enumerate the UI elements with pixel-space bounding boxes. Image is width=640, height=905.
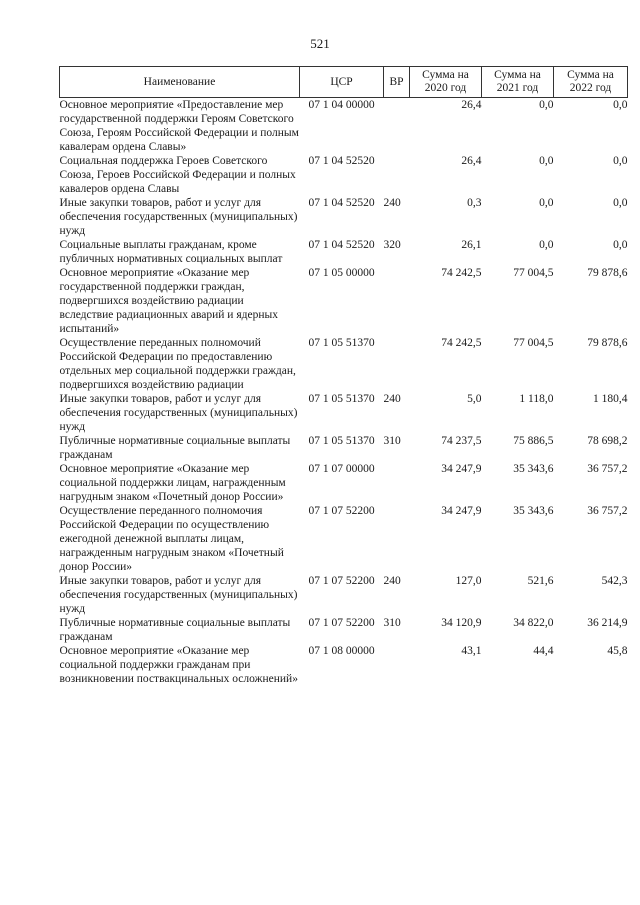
row-2022-cell: 0,0 [613,239,628,251]
row-name-cell: Иные закупки товаров, работ и услуг для обеспечения государственных (муниципальных) нужд [59,575,298,615]
row-2021-cell: 77 004,5 [513,337,554,349]
row-name-cell: Иные закупки товаров, работ и услуг для обеспечения государственных (муниципальных) нужд [59,393,298,433]
row-name-cell: Основное мероприятие «Предоставление мер государственной поддержки Героям Советского Союза, Героям Российской Федерации и полным кавалерам ордена Славы» [59,99,299,153]
row-2022-cell: 0,0 [613,99,628,111]
row-2020-cell: 74 242,5 [441,337,482,349]
row-csr-cell: 07 1 04 52520 [308,155,375,167]
row-2020-cell: 34 247,9 [441,463,482,475]
row-2020-cell: 5,0 [467,393,482,405]
row-2020-cell: 26,1 [461,239,482,251]
table-row [60,644,628,686]
header-vr: ВР [384,67,410,98]
table-row [60,336,628,392]
table-row [60,266,628,336]
row-2021-cell: 0,0 [539,197,554,209]
row-name-cell: Иные закупки товаров, работ и услуг для обеспечения государственных (муниципальных) нужд [59,197,298,237]
row-2022-cell: 79 878,6 [587,267,628,279]
header-2022: Сумма на 2022 год [554,67,628,98]
table-header-row [60,67,628,98]
row-vr-cell: 240 [383,393,401,405]
row-csr-cell: 07 1 05 51370 [308,337,375,349]
row-2021-cell: 35 343,6 [513,463,554,475]
row-name-cell: Основное мероприятие «Оказание мер социальной поддержки гражданам при возникновении поствакцинальных осложнений» [59,645,298,685]
row-vr-cell [384,644,410,686]
row-2021-cell: 77 004,5 [513,267,554,279]
row-2022-cell: 0,0 [613,197,628,209]
table-row [60,392,628,434]
row-2021-cell: 35 343,6 [513,505,554,517]
row-2022-cell: 36 757,2 [587,505,628,517]
row-vr-cell [384,266,410,336]
row-2020-cell: 43,1 [461,645,482,657]
row-2021-cell: 0,0 [539,155,554,167]
row-csr-cell: 07 1 07 52200 [308,575,375,587]
row-2022-cell: 36 214,9 [587,617,628,629]
row-csr-cell: 07 1 07 00000 [308,463,375,475]
row-csr-cell: 07 1 04 00000 [308,99,375,111]
row-2021-cell: 34 822,0 [513,617,554,629]
budget-table [59,66,628,686]
row-name-cell: Публичные нормативные социальные выплаты гражданам [59,435,291,461]
row-name-cell: Социальные выплаты гражданам, кроме публичных нормативных социальных выплат [59,239,283,265]
table-row [60,574,628,616]
table-row [60,616,628,644]
row-2022-cell: 36 757,2 [587,463,628,475]
row-2021-cell: 521,6 [527,575,554,587]
row-2020-cell: 34 120,9 [441,617,482,629]
row-vr-cell [384,504,410,574]
row-2021-cell: 0,0 [539,239,554,251]
row-2022-cell: 1 180,4 [593,393,628,405]
row-2020-cell: 26,4 [461,99,482,111]
row-name-cell: Основное мероприятие «Оказание мер социальной поддержки лицам, награжденным нагрудным знаком «Почетный донор России» [59,463,286,503]
row-vr-cell: 320 [383,239,401,251]
row-vr-cell [384,154,410,196]
row-csr-cell: 07 1 05 00000 [308,267,375,279]
table-row [60,504,628,574]
row-2020-cell: 74 242,5 [441,267,482,279]
table-row [60,462,628,504]
row-2022-cell: 79 878,6 [587,337,628,349]
row-name-cell: Основное мероприятие «Оказание мер государственной поддержки граждан, подвергшихся воздействию радиации вследствие радиационных аварий и ядерных испытаний» [59,267,278,335]
row-2020-cell: 74 237,5 [441,435,482,447]
row-2020-cell: 127,0 [455,575,482,587]
row-csr-cell: 07 1 04 52520 [308,197,375,209]
row-name-cell: Публичные нормативные социальные выплаты гражданам [59,617,291,643]
table-row [60,434,628,462]
row-csr-cell: 07 1 05 51370 [308,393,375,405]
row-2022-cell: 542,3 [601,575,628,587]
page-number: 521 [310,36,330,51]
row-csr-cell: 07 1 08 00000 [308,645,375,657]
table-row [60,196,628,238]
row-csr-cell: 07 1 05 51370 [308,435,375,447]
table-row [60,238,628,266]
header-csr: ЦСР [300,67,384,98]
row-vr-cell [384,98,410,155]
row-2020-cell: 34 247,9 [441,505,482,517]
row-vr-cell [384,462,410,504]
row-2021-cell: 75 886,5 [513,435,554,447]
row-2021-cell: 44,4 [533,645,554,657]
row-2021-cell: 1 118,0 [519,393,554,405]
row-2020-cell: 26,4 [461,155,482,167]
header-2020: Сумма на 2020 год [410,67,482,98]
table-row [60,154,628,196]
row-2022-cell: 78 698,2 [587,435,628,447]
row-2020-cell: 0,3 [467,197,482,209]
row-vr-cell [384,336,410,392]
row-vr-cell: 310 [383,617,401,629]
row-2021-cell: 0,0 [539,99,554,111]
row-csr-cell: 07 1 07 52200 [308,617,375,629]
row-name-cell: Осуществление переданного полномочия Российской Федерации по осуществлению ежегодной денежной выплаты лицам, награжденным нагрудным знаком «Почетный донор России» [59,505,284,573]
row-2022-cell: 0,0 [613,155,628,167]
table-row [60,98,628,155]
row-csr-cell: 07 1 04 52520 [308,239,375,251]
header-name: Наименование [60,67,300,98]
row-vr-cell: 310 [383,435,401,447]
row-vr-cell: 240 [383,575,401,587]
row-vr-cell: 240 [383,197,401,209]
row-2022-cell: 45,8 [607,645,628,657]
row-name-cell: Социальная поддержка Героев Советского Союза, Героев Российской Федерации и полных кавалеров ордена Славы [59,155,296,195]
header-2021: Сумма на 2021 год [482,67,554,98]
row-name-cell: Осуществление переданных полномочий Российской Федерации по предоставлению отдельных мер социальной поддержки граждан, подвергшихся воздействию радиации [59,337,296,391]
row-csr-cell: 07 1 07 52200 [308,505,375,517]
